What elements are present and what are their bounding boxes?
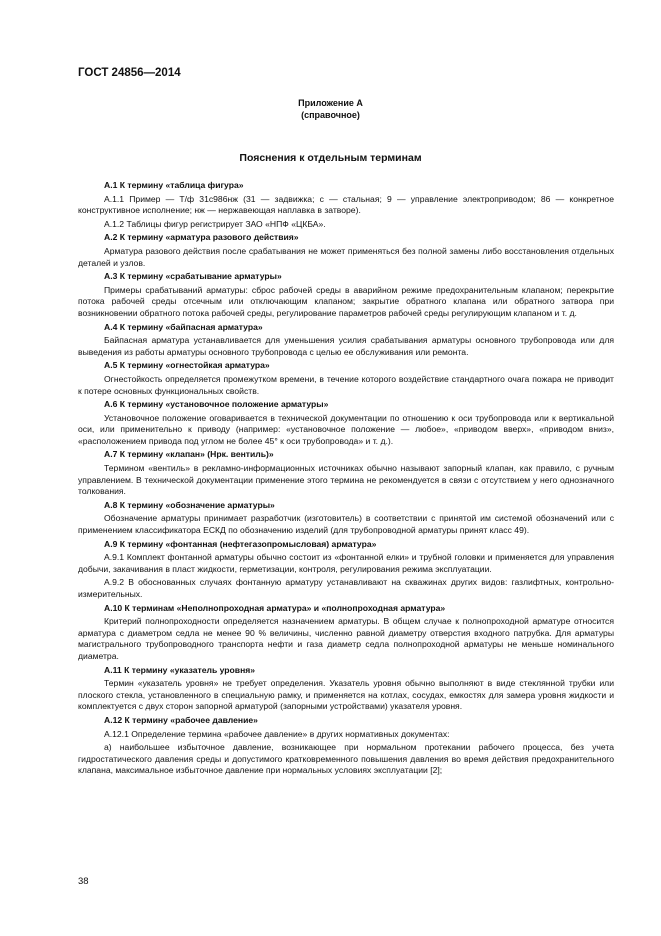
paragraph: Арматура разового действия после срабатывания не может применяться без полной замены либо восстановления отдельных деталей и узлов. — [78, 245, 614, 268]
paragraph: Огнестойкость определяется промежутком времени, в течение которого воздействие стандартного очага пожара не приводит к потере основных функциональных свойств. — [78, 373, 614, 396]
term-heading: А.7 К термину «клапан» (Нрк. вентиль)» — [104, 449, 274, 460]
term-heading: А.10 К терминам «Неполнопроходная арматура» и «полнопроходная арматура» — [104, 602, 446, 613]
term-heading: А.3 К термину «срабатывание арматуры» — [104, 271, 282, 282]
paragraph: Примеры срабатываний арматуры: сброс рабочей среды в аварийном режиме предохранительным клапаном; перекрытие потока рабочей среды отсечным или отключающим клапаном; закрытие обратного клапана или обратного затвора при возникновении обратного потока рабочей среды, регулирование параметров рабочей среды регулирующим клапаном и т. д. — [78, 284, 614, 318]
term-heading: А.6 К термину «установочное положение арматуры» — [104, 399, 329, 410]
section-title: Пояснения к отдельным терминам — [239, 152, 422, 164]
paragraph: А.9.1 Комплект фонтанной арматуры обычно состоит из «фонтанной елки» и трубной головки и применяется для управления добычи, закачивания в пласт жидкости, герметизации, контроля, регулирования режима эксплуатации. — [78, 552, 614, 574]
paragraph: А.9.2 В обоснованных случаях фонтанную арматуру устанавливают на скважинах других видов: газлифтных, контрольно-измерительных. — [78, 577, 614, 599]
page-number: 38 — [78, 876, 89, 887]
paragraph: А.1.1 Пример — Т/ф 31с986нж (31 — задвижка; с — стальная; 9 — управление электроприводом; 86 — конкретное конструктивное исполнение; нж — нержавеющая наплавка в затворе). — [78, 193, 614, 216]
term-heading: А.11 К термину «указатель уровня» — [104, 664, 256, 675]
term-heading: А.9 К термину «фонтанная (нефтегазопромысловая) арматура» — [104, 538, 377, 549]
document-code: ГОСТ 24856—2014 — [78, 67, 181, 79]
paragraph: Байпасная арматура устанавливается для уменьшения усилия срабатывания арматуры основного трубопровода или для выведения из работы арматуры основного трубопровода с целью ее обслуживания или ремонта. — [78, 335, 614, 357]
paragraph: Обозначение арматуры принимает разработчик (изготовитель) в соответствии с принятой им системой обозначений или с применением классификатора ЕСКД по обозначению изделий (для трубопроводной арматуры принят класс 49). — [78, 513, 614, 536]
term-heading: А.1 К термину «таблица фигура» — [104, 180, 244, 190]
term-heading: А.5 К термину «огнестойкая арматура» — [104, 360, 270, 371]
term-heading: А.4 К термину «байпасная арматура» — [104, 321, 263, 332]
paragraph: а) наибольшее избыточное давление, возникающее при нормальном протекании рабочего процесса, без учета гидростатического давления среды и допустимого кратковременного повышения давления во время действия предохранительного клапана, максимальное избыточное давление при нормальных условиях эксплуатации [2]; — [78, 742, 614, 776]
paragraph: Термином «вентиль» в рекламно-информационных источниках обычно называют запорный клапан, как правило, с ручным управлением. В технической документации применение этого термина не рекомендуется в связи с отсутствием у него однозначного толкования. — [78, 463, 614, 497]
document-body — [78, 178, 614, 779]
appendix-title: Приложение А — [298, 98, 363, 108]
paragraph: А.12.1 Определение термина «рабочее давление» в других нормативных документах: — [104, 728, 450, 739]
term-heading: А.8 К термину «обозначение арматуры» — [104, 499, 275, 510]
term-heading: А.2 К термину «арматура разового действия» — [104, 232, 299, 243]
paragraph: Термин «указатель уровня» не требует определения. Указатель уровня обычно выполняют в виде стеклянной трубки или плоского стекла, установленного в специальную рамку, и применяется на котлах, сосудах, емкостях для замера уровня жидкости и комплектуется с двух сторон запорной арматурой (запорными устройствами) указателя уровня. — [78, 678, 614, 712]
paragraph: Критерий полнопроходности определяется назначением арматуры. В общем случае к полнопроходной арматуре относится арматура с диаметром седла не менее 90 % величины, численно равной диаметру отверстия входного патрубка. Для арматуры магистрального трубопроводного транспорта нефти и газа диаметр седла полнопроходной арматуры не меньше номинального диаметра. — [78, 616, 614, 661]
paragraph: Установочное положение оговаривается в технической документации по отношению к оси трубопровода или к вертикальной оси, или применительно к приводу (например: «установочное положение — любое», «приводом вверх», «приводом вниз», «расположением привода под углом не более 45° к оси трубопровода» и т. д.). — [78, 412, 614, 446]
appendix-note: (справочное) — [301, 110, 360, 120]
term-heading: А.12 К термину «рабочее давление» — [104, 714, 258, 725]
paragraph: А.1.2 Таблицы фигур регистрирует ЗАО «НПФ «ЦКБА». — [104, 218, 326, 229]
